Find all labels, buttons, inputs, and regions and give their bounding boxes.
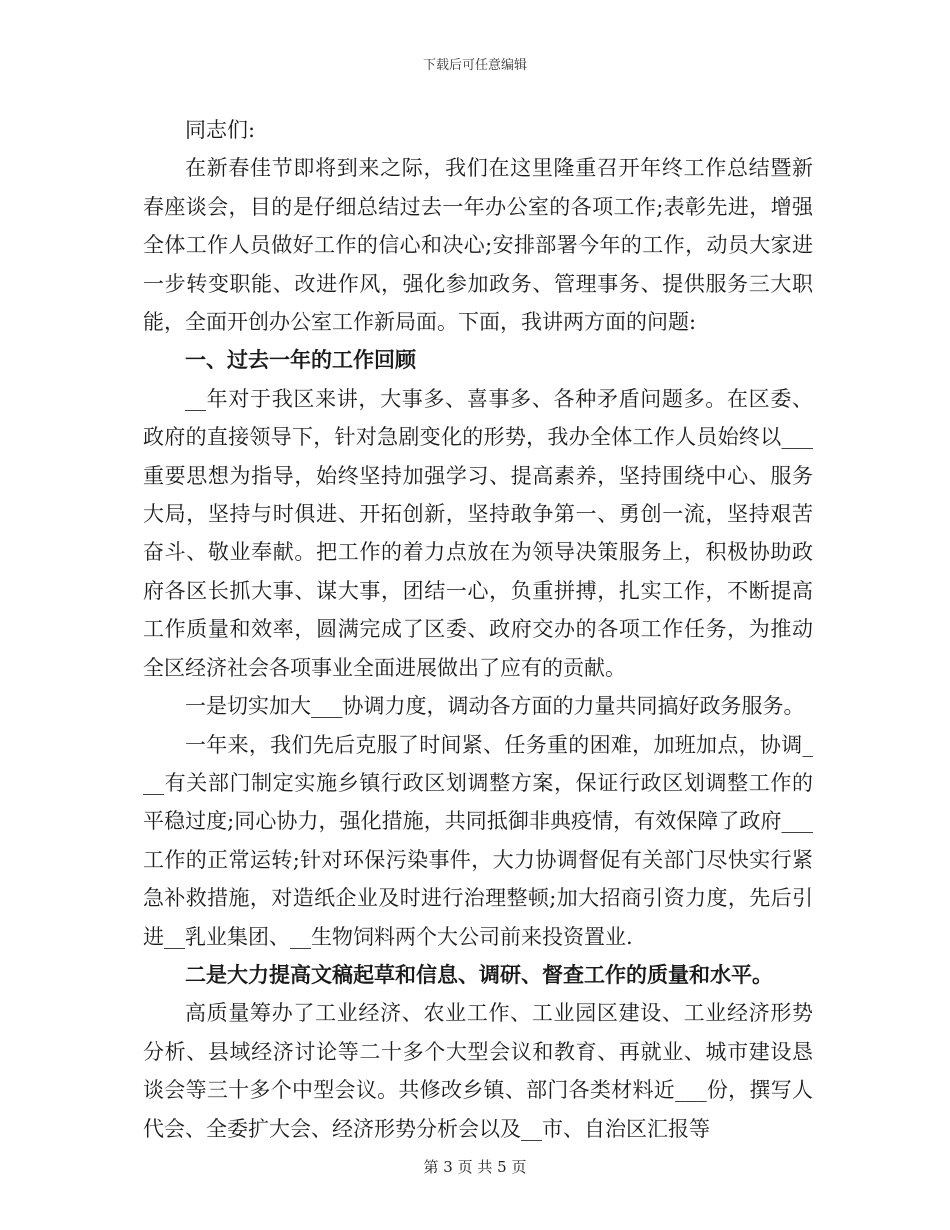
document-body: [143, 111, 813, 1148]
section-heading: 一、过去一年的工作回顾: [185, 347, 416, 373]
point-two-heading: 二是大力提高文稿起草和信息、调研、督查工作的质量和水平。: [185, 961, 773, 987]
review-paragraph: __年对于我区来讲，大事多、喜事多、各种矛盾问题多。在区委、政府的直接领导下，针对急剧变化的形势，我办全体工作人员始终以___重要思想为指导，始终坚持加强学习、提高素养，坚持围绕中心、服务大局，坚持与时俱进、开拓创新，坚持敢争第一、勇创一流，坚持艰苦奋斗、敬业奉献。把工作的着力点放在为领导决策服务上，积极协助政府各区长抓大事、谋大事，团结一心，负重拼搏，扎实工作，不断提高工作质量和效率，圆满完成了区委、政府交办的各项工作任务，为推动全区经济社会各项事业全面进展做出了应有的贡献。: [143, 386, 813, 680]
page-header: 下载后可任意编辑: [422, 58, 527, 73]
point-one-heading: 一是切实加大___协调力度，调动各方面的力量共同搞好政务服务。: [185, 694, 805, 719]
greeting: 同志们:: [185, 118, 256, 142]
page-footer: 第 3 页 共 5 页: [423, 1158, 527, 1176]
intro-paragraph: 在新春佳节即将到来之际，我们在这里隆重召开年终工作总结暨新春座谈会，目的是仔细总结过去一年办公室的各项工作;表彰先进，增强全体工作人员做好工作的信心和决心;安排部署今年的工作，动员大家进一步转变职能、改进作风，强化参加政务、管理事务、提供服务三大职能，全面开创办公室工作新局面。下面，我讲两方面的问题:: [143, 156, 813, 335]
point-one-paragraph: 一年来，我们先后克服了时间紧、任务重的困难，加班加点，协调___有关部门制定实施乡镇行政区划调整方案，保证行政区划调整工作的平稳过度;同心协力，强化措施，共同抵御非典疫情，有效保障了政府___工作的正常运转;针对环保污染事件，大力协调督促有关部门尽快实行紧急补救措施，对造纸企业及时进行治理整顿;加大招商引资力度，先后引进__乳业集团、__生物饲料两个大公司前来投资置业.: [143, 732, 813, 949]
point-two-paragraph: 高质量筹办了工业经济、农业工作、工业园区建设、工业经济形势分析、县域经济讨论等二十多个大型会议和教育、再就业、城市建设恳谈会等三十多个中型会议。共修改乡镇、部门各类材料近___份，撰写人代会、全委扩大会、经济形势分析会以及__市、自治区汇报等: [143, 1001, 813, 1141]
